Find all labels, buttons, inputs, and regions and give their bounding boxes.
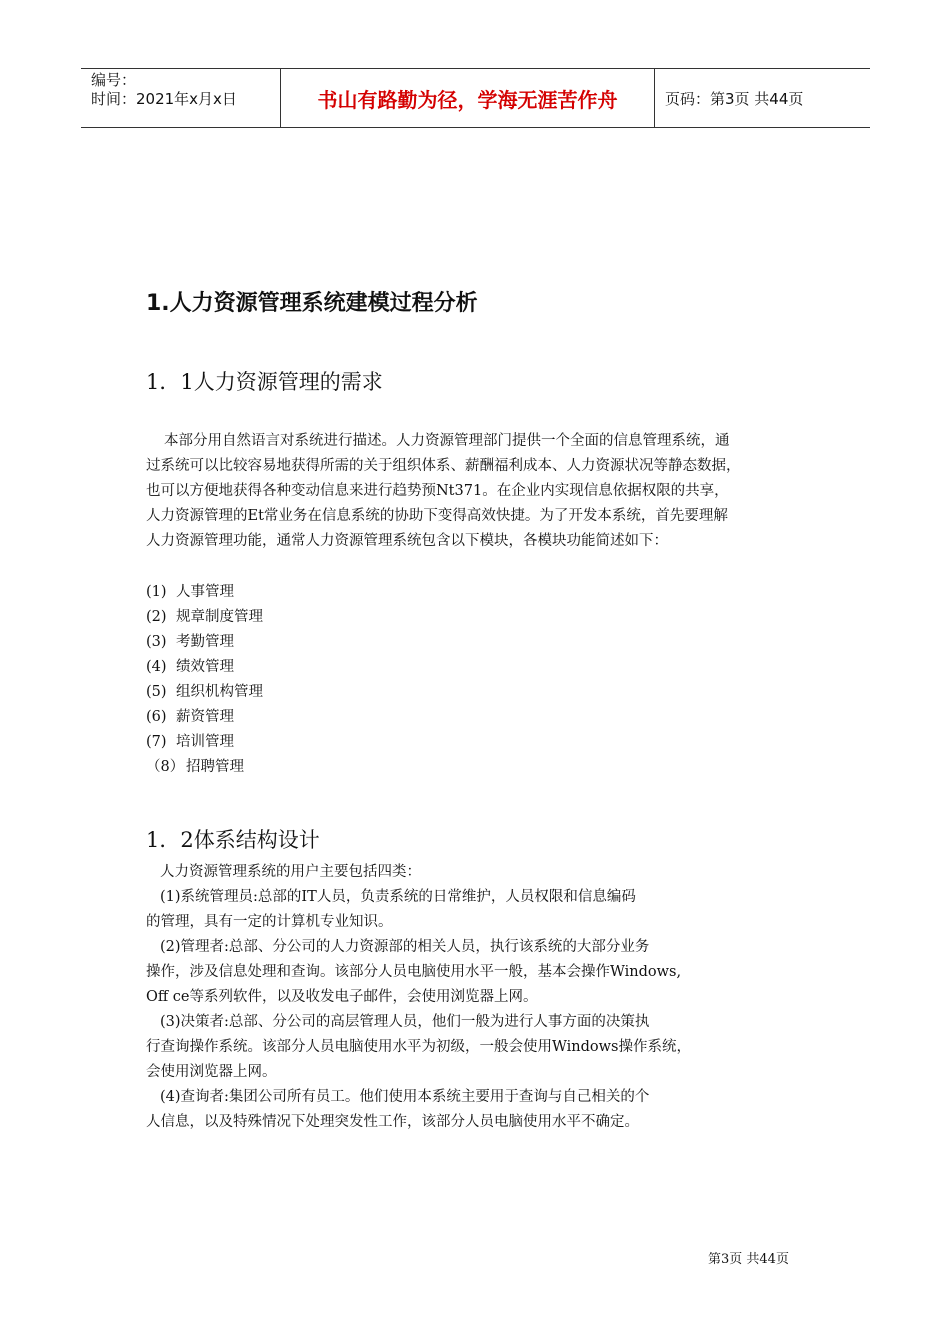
list-item-number: (4) <box>146 659 167 675</box>
list-item <box>146 755 263 780</box>
paragraph-line: 的管理，具有一定的计算机专业知识。 <box>146 914 393 930</box>
paragraph-line: 人力资源管理的Et常业务在信息系统的协助下变得高效快捷。为了开发本系统，首先要理解 <box>146 508 728 524</box>
paragraph-line: (4)查询者:集团公司所有员工。他们使用本系统主要用于查询与自己相关的个 <box>160 1089 650 1105</box>
paragraph-line: (2)管理者:总部、分公司的人力资源部的相关人员，执行该系统的大部分业务 <box>160 939 650 955</box>
paragraph-line: 操作，涉及信息处理和查询。该部分人员电脑使用水平一般，基本会操作Windows, <box>146 964 682 980</box>
paragraph-line: 人力资源管理系统的用户主要包括四类： <box>160 864 421 880</box>
list-item-number: (6) <box>146 709 167 725</box>
list-item-number: (3) <box>146 634 167 650</box>
list-item <box>146 705 263 730</box>
paragraph-line: Off ce等系列软件，以及收发电子邮件，会使用浏览器上网。 <box>146 989 538 1005</box>
list-item-label: 人事管理 <box>176 584 234 600</box>
list-item-number: (2) <box>146 609 167 625</box>
list-item-number: (5) <box>146 684 167 700</box>
list-item <box>146 630 263 655</box>
list-item-number: (7) <box>146 734 167 750</box>
paragraph-line: 会使用浏览器上网。 <box>146 1064 277 1080</box>
paragraph-line: 过系统可以比较容易地获得所需的关于组织体系、薪酬福利成本、人力资源状况等静态数据， <box>146 458 741 474</box>
list-item-label: 薪资管理 <box>176 709 234 725</box>
list-item <box>146 655 263 680</box>
module-list <box>146 580 263 780</box>
paragraph-line: 本部分用自然语言对系统进行描述。人力资源管理部门提供一个全面的信息管理系统，通 <box>164 433 730 449</box>
list-item-label: 考勤管理 <box>176 634 234 650</box>
header-meta <box>81 69 281 127</box>
list-item-number: （8） <box>146 759 185 775</box>
page-header <box>81 68 870 128</box>
list-item-label: 培训管理 <box>176 734 234 750</box>
list-item-label: 招聘管理 <box>186 759 244 775</box>
paragraph-line: 人力资源管理功能，通常人力资源管理系统包含以下模块，各模块功能简述如下： <box>146 533 668 549</box>
paragraph-line: (3)决策者:总部、分公司的高层管理人员，他们一般为进行人事方面的决策执 <box>160 1014 650 1030</box>
subsection-title-2: 1．2体系结构设计 <box>146 828 320 852</box>
motto-text: 书山有路勤为径，学海无涯苦作舟 <box>317 87 618 112</box>
list-item-label: 绩效管理 <box>176 659 234 675</box>
architecture-paragraph <box>146 860 826 1135</box>
list-item-label: 组织机构管理 <box>176 684 263 700</box>
paragraph-line: 行查询操作系统。该部分人员电脑使用水平为初级，一般会使用Windows操作系统， <box>146 1039 691 1055</box>
list-item-number: (1) <box>146 584 167 600</box>
list-item <box>146 730 263 755</box>
list-item-label: 规章制度管理 <box>176 609 263 625</box>
paragraph-line: (1)系统管理员:总部的IT人员，负责系统的日常维护，人员权限和信息编码 <box>160 889 636 905</box>
paragraph-line: 人信息，以及特殊情况下处理突发性工作，该部分人员电脑使用水平不确定。 <box>146 1114 639 1130</box>
subsection-title-1: 1．1人力资源管理的需求 <box>146 370 383 394</box>
page-footer: 第3页 共44页 <box>708 1252 789 1267</box>
list-item <box>146 680 263 705</box>
header-motto <box>281 69 655 127</box>
section-title: 1.人力资源管理系统建模过程分析 <box>146 291 478 316</box>
header-page-info <box>655 69 870 127</box>
list-item <box>146 605 263 630</box>
page-info-text: 页码：第3页 共44页 <box>665 89 804 108</box>
number-label: 编号： <box>91 71 137 89</box>
paragraph-line: 也可以方便地获得各种变动信息来进行趋势预Nt371。在企业内实现信息依据权限的共享， <box>146 483 729 499</box>
time-label: 时间：2021年x月x日 <box>91 90 237 108</box>
requirements-paragraph <box>146 429 826 554</box>
list-item <box>146 580 263 605</box>
